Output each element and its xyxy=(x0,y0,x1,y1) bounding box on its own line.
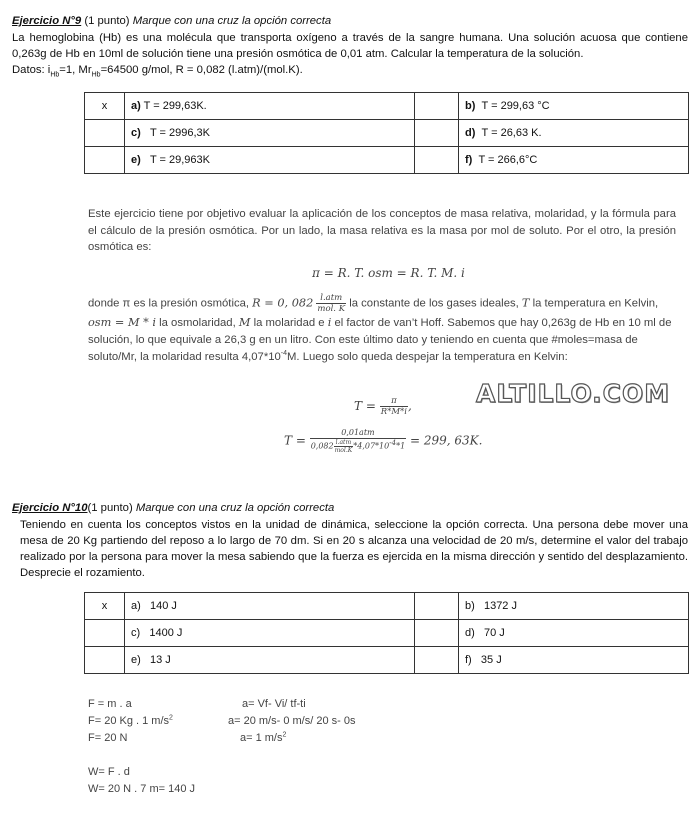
ex10-title: Ejercicio N°10 xyxy=(12,502,88,514)
ex9-formula-result: T = 0,01atm 0,082 $\frac{\text{l.atm}}{\text{mol.K}}$ $*4,07*10^{-4}*1$ = 299, 63K. xyxy=(284,428,483,454)
table-row xyxy=(85,120,689,147)
option-d-checkbox[interactable] xyxy=(415,620,459,647)
ex9-heading xyxy=(12,13,692,29)
option-d-checkbox[interactable] xyxy=(415,120,459,147)
option-a: a) 140 J xyxy=(125,593,415,620)
option-e-checkbox[interactable] xyxy=(85,147,125,174)
option-d: d) T = 26,63 K. xyxy=(459,120,689,147)
option-b-checkbox[interactable] xyxy=(415,93,459,120)
table-row xyxy=(85,620,689,647)
watermark: ALTILLO.COM xyxy=(476,379,671,408)
option-e: e) T = 29,963K xyxy=(125,147,415,174)
ex10-instruction: Marque con una cruz la opción correcta xyxy=(135,502,335,514)
option-b: b) 1372 J xyxy=(459,593,689,620)
ex10-options-table xyxy=(84,592,689,674)
ex9-explanation-body: donde π es la presión osmótica, R = 0, 082 $\frac{\text{l.atm}}{\text{mol. K}}$ la constante de los gases ideales, T la temperatura en Kelvin, osm = M * i la osmolaridad, M la molaridad e i el factor de van’t Hoff. Sabemos que hay 0,263g de Hb en 10 ml de solución, lo que equivale a 26,3 g en un litro. Con este último dato y teniendo en cuenta que #moles=masa de soluto/Mr, la molaridad resulta $4,07*10^{-4}M$. Luego solo queda despejar la temperatura en Kelvin: xyxy=(88,293,672,363)
ex10-statement: Teniendo en cuenta los conceptos vistos en la unidad de dinámica, seleccione la opción correcta. Una persona debe mover una mesa de 20 Kg partiendo del reposo a lo largo de 70 dm. Si en 20 s alcanza una velocidad de 20 m/s, determine el valor del trabajo realizado por la persona para mover la mesa sabiendo que la fuerza es ejercida en la misma dirección y sentido del desplazamiento. Desprecie el rozamiento. xyxy=(20,519,688,579)
ex9-options-table xyxy=(84,92,689,174)
r-units-fraction: $\frac{\text{l.atm}}{\text{mol. K}}$ xyxy=(317,293,346,314)
ex10-heading xyxy=(12,500,692,516)
option-e-checkbox[interactable] xyxy=(85,647,125,674)
option-c-checkbox[interactable] xyxy=(85,620,125,647)
table-row xyxy=(85,647,689,674)
ex9-formula-osmotic: π = R. T. osm = R. T. M. i xyxy=(312,266,465,280)
ex10-work-left: F = m . a F= 20 Kg . 1 $m/s^2$ F= 20 N W= F . d W= 20 N . 7 m= 140 J xyxy=(88,698,195,795)
option-b-checkbox[interactable] xyxy=(415,593,459,620)
ex9-formula-temperature: T = $\frac{\pi}{R*M*i}$ , xyxy=(354,396,412,417)
ex9-title: Ejercicio N°9 xyxy=(12,15,82,27)
ex9-data-line: Datos: $i_{Hb}=1$, $Mr_{Hb}=64500$ g/mol, R = 0,082 (l.atm)/(mol.K). xyxy=(12,64,303,79)
ex9-statement: La hemoglobina (Hb) es una molécula que transporta oxígeno a través de la sangre humana. Una solución acuosa que contiene 0,263g de Hb en 10ml de solución tiene una presión osmótica de 0,01 atm. Calcular la temperatura de la solución. xyxy=(12,32,688,60)
option-a-checkbox[interactable]: x xyxy=(85,593,125,620)
option-a: a) T = 299,63K. xyxy=(125,93,415,120)
ex9-points: (1 punto) xyxy=(81,15,133,27)
option-f-checkbox[interactable] xyxy=(415,647,459,674)
ex10-work-right: a= Vf- Vi/ tf-ti a= 20 m/s- 0 m/s/ 20 s- 0s a= 1 $m/s^2$ xyxy=(228,698,356,744)
option-b: b) T = 299,63 °C xyxy=(459,93,689,120)
option-e: e) 13 J xyxy=(125,647,415,674)
option-d: d) 70 J xyxy=(459,620,689,647)
table-row xyxy=(85,93,689,120)
table-row xyxy=(85,147,689,174)
ex10-points: (1 punto) xyxy=(87,502,136,514)
ex9-instruction: Marque con una cruz la opción correcta xyxy=(132,15,332,27)
option-f: f) 35 J xyxy=(459,647,689,674)
option-c: c) 1400 J xyxy=(125,620,415,647)
option-f: f) T = 266,6°C xyxy=(459,147,689,174)
option-a-checkbox[interactable]: x xyxy=(85,93,125,120)
option-f-checkbox[interactable] xyxy=(415,147,459,174)
ex9-explanation-intro: Este ejercicio tiene por objetivo evaluar la aplicación de los conceptos de masa relativa, molaridad, y la fórmula para el cálculo de la presión osmótica. Por un lado, la masa relativa es la masa por mol de soluto. Por el otro, la presión osmótica es: xyxy=(88,208,676,253)
option-c: c) T = 2996,3K xyxy=(125,120,415,147)
option-c-checkbox[interactable] xyxy=(85,120,125,147)
table-row xyxy=(85,593,689,620)
